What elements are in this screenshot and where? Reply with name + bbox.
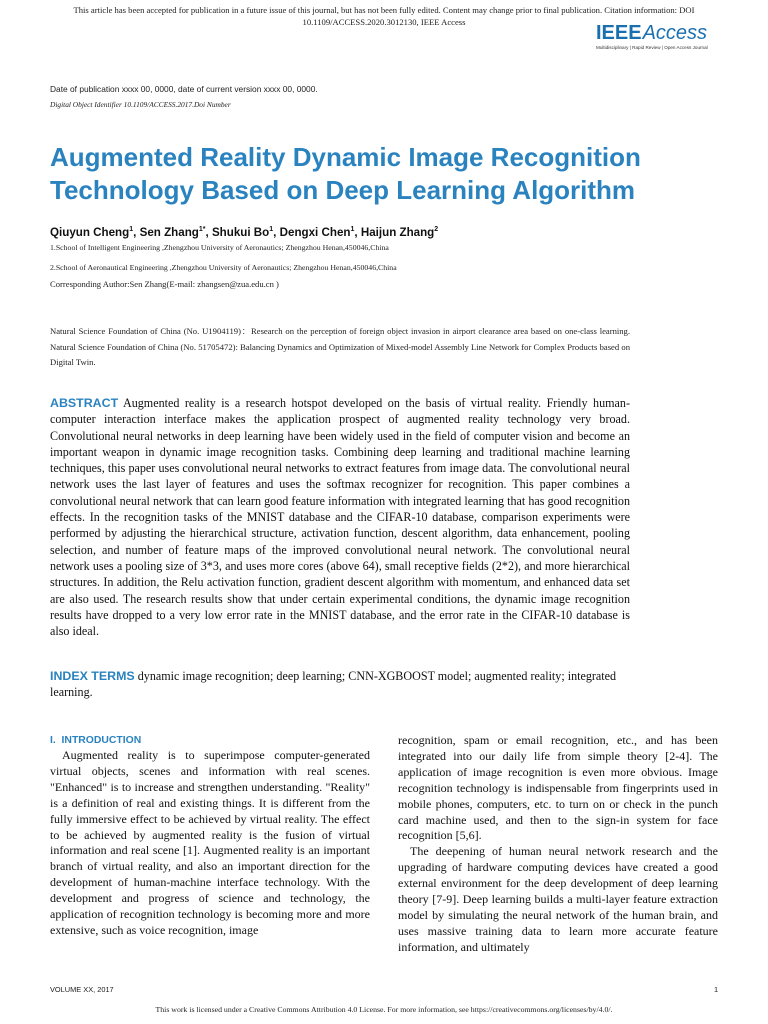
body-paragraph: The deepening of human neural network research and the upgrading of hardware computing devices have created a good external environment for the deep development of deep learning theory [7-9]. Deep learning builds a multi-layer feature extraction model by simulating the neural network of the human brain, and uses massive training data to learn more accurate feature information, and ultimately xyxy=(398,844,718,954)
publication-notice-line-2: 10.1109/ACCESS.2020.3012130, IEEE Access xyxy=(302,17,466,27)
abstract-label: ABSTRACT xyxy=(50,396,119,410)
right-column xyxy=(398,733,718,956)
author-mark: 1 xyxy=(269,226,274,234)
author-mark: 1 xyxy=(129,226,134,234)
author-name: Qiuyun Cheng xyxy=(50,226,130,239)
author-name: Dengxi Chen xyxy=(279,226,351,239)
doi-line: Digital Object Identifier 10.1109/ACCESS.2017.Doi Number xyxy=(50,100,231,109)
title-line-1: Augmented Reality Dynamic Image Recognition xyxy=(50,142,641,172)
publication-date: Date of publication xxxx 00, 0000, date of current version xxxx 00, 0000. xyxy=(50,84,318,94)
abstract xyxy=(50,395,630,639)
logo-wordmark xyxy=(596,22,726,44)
author-list xyxy=(50,226,438,239)
logo-access: Access xyxy=(642,22,708,44)
author xyxy=(212,226,280,239)
index-terms-label: INDEX TERMS xyxy=(50,669,135,683)
author xyxy=(140,226,212,239)
section-heading-introduction: I. INTRODUCTION xyxy=(50,735,142,746)
left-column xyxy=(50,733,370,939)
affiliation-2: 2.School of Aeronautical Engineering ,Zhengzhou University of Aeronautics; Zhengzhou Henan,450046,China xyxy=(50,263,397,272)
abstract-text: Augmented reality is a research hotspot developed on the basis of virtual reality. Friendly human-computer interaction interface makes the application prospect of augmented reality technology very broad. Convolutional neural networks in deep learning have been widely used in the field of computer vision and become an important weapon in dynamic image recognition tasks. Combining deep learning and traditional machine learning techniques, this paper uses convolutional neural networks to extract features from image data. The convolutional neural network uses the last layer of features and uses the softmax recognizer for recognition. This paper combines a convolutional neural network that can learn good feature information with integrated learning that has good recognition effects. In the recognition tasks of the MNIST database and the CIFAR-10 database, comparison experiments were performed by adjusting the hierarchical structure, activation function, descent algorithm, data enhancement, pooling selection, and number of feature maps of the improved convolutional neural network. The convolutional neural network uses a pooling size of 3*3, and uses more cores (above 64), small receptive fields (2*2), and more hierarchical structures. In addition, the Relu activation function, gradient descent algorithm with momentum, and enhanced data set are also used. The research results show that under certain experimental conditions, the dynamic image recognition results have dropped to a very low error rate in the MNIST database, and the error rate in the CIFAR-10 database is also ideal. xyxy=(50,396,630,639)
body-paragraph: Augmented reality is to superimpose computer-generated virtual objects, scenes and information with real scenes. "Enhanced" is to increase and strengthen understanding. "Reality" is a definition of real and existing things. It is different from the fully immersive effect to be achieved by virtual reality. The effect to be achieved by augmented reality is the fusion of virtual information and real scene [1]. Augmented reality is an important branch of virtual reality, and also an important direction for the development of human-machine interface technology. With the development and progress of science and technology, the application of recognition technology is becoming more and more extensive, such as voice recognition, image xyxy=(50,748,370,937)
author-mark: 1 xyxy=(350,226,355,234)
author-separator: , xyxy=(205,226,212,239)
publication-notice-line-1: This article has been accepted for publication in a future issue of this journal, but has not been fully edited. Content may change prior to final publication. Citation information: DOI xyxy=(73,5,695,15)
logo-tagline: Multidisciplinary | Rapid Review | Open Access Journal xyxy=(596,45,708,50)
corresponding-author: Corresponding Author:Sen Zhang(E-mail: zhangsen@zua.edu.cn ) xyxy=(50,279,279,289)
body-paragraph: recognition, spam or email recognition, etc., and has been integrated into our daily life from simple theory [2-4]. The application of image recognition is even more obvious. Image recognition technology is indispensable from fingerprints used in mobile phones, computers, etc. to turn on or check in the punch card machine used, and then to the sign-in system for face recognition [5,6]. xyxy=(398,733,718,843)
license-footer: This work is licensed under a Creative Commons Attribution 4.0 License. For more information, see https://creativecommons.org/licenses/by/4.0/. xyxy=(155,1005,613,1014)
author-name: Sen Zhang xyxy=(139,226,199,239)
author xyxy=(280,226,361,239)
author-separator: , xyxy=(133,226,140,239)
paper-title xyxy=(50,141,750,207)
volume-footer: VOLUME XX, 2017 xyxy=(50,985,114,994)
page-number: 1 xyxy=(714,985,719,994)
author-mark: 1* xyxy=(198,226,206,234)
author-mark: 2 xyxy=(434,226,439,234)
logo-ieee: IEEE xyxy=(596,22,642,44)
index-terms-text: dynamic image recognition; deep learning; CNN-XGBOOST model; augmented reality; integrated learning. xyxy=(50,669,617,700)
ieee-access-logo xyxy=(596,22,726,50)
index-terms xyxy=(50,668,630,701)
author-name: Haijun Zhang xyxy=(360,226,435,239)
author-name: Shukui Bo xyxy=(211,226,270,239)
title-line-2: Technology Based on Deep Learning Algorithm xyxy=(50,175,636,205)
funding-statement: Natural Science Foundation of China (No. U1904119)：Research on the perception of foreign object invasion in airport clearance area based on one-class learning. Natural Science Foundation of China (No. 51705472): Balancing Dynamics and Optimization of Mixed-model Assembly Line Network for Complex Products based on Digital Twin. xyxy=(50,326,630,367)
author xyxy=(50,226,140,239)
author-separator: , xyxy=(354,226,361,239)
author xyxy=(361,226,438,239)
author-separator: , xyxy=(273,226,280,239)
affiliation-1: 1.School of Intelligent Engineering ,Zhengzhou University of Aeronautics; Zhengzhou Henan,450046,China xyxy=(50,243,389,252)
